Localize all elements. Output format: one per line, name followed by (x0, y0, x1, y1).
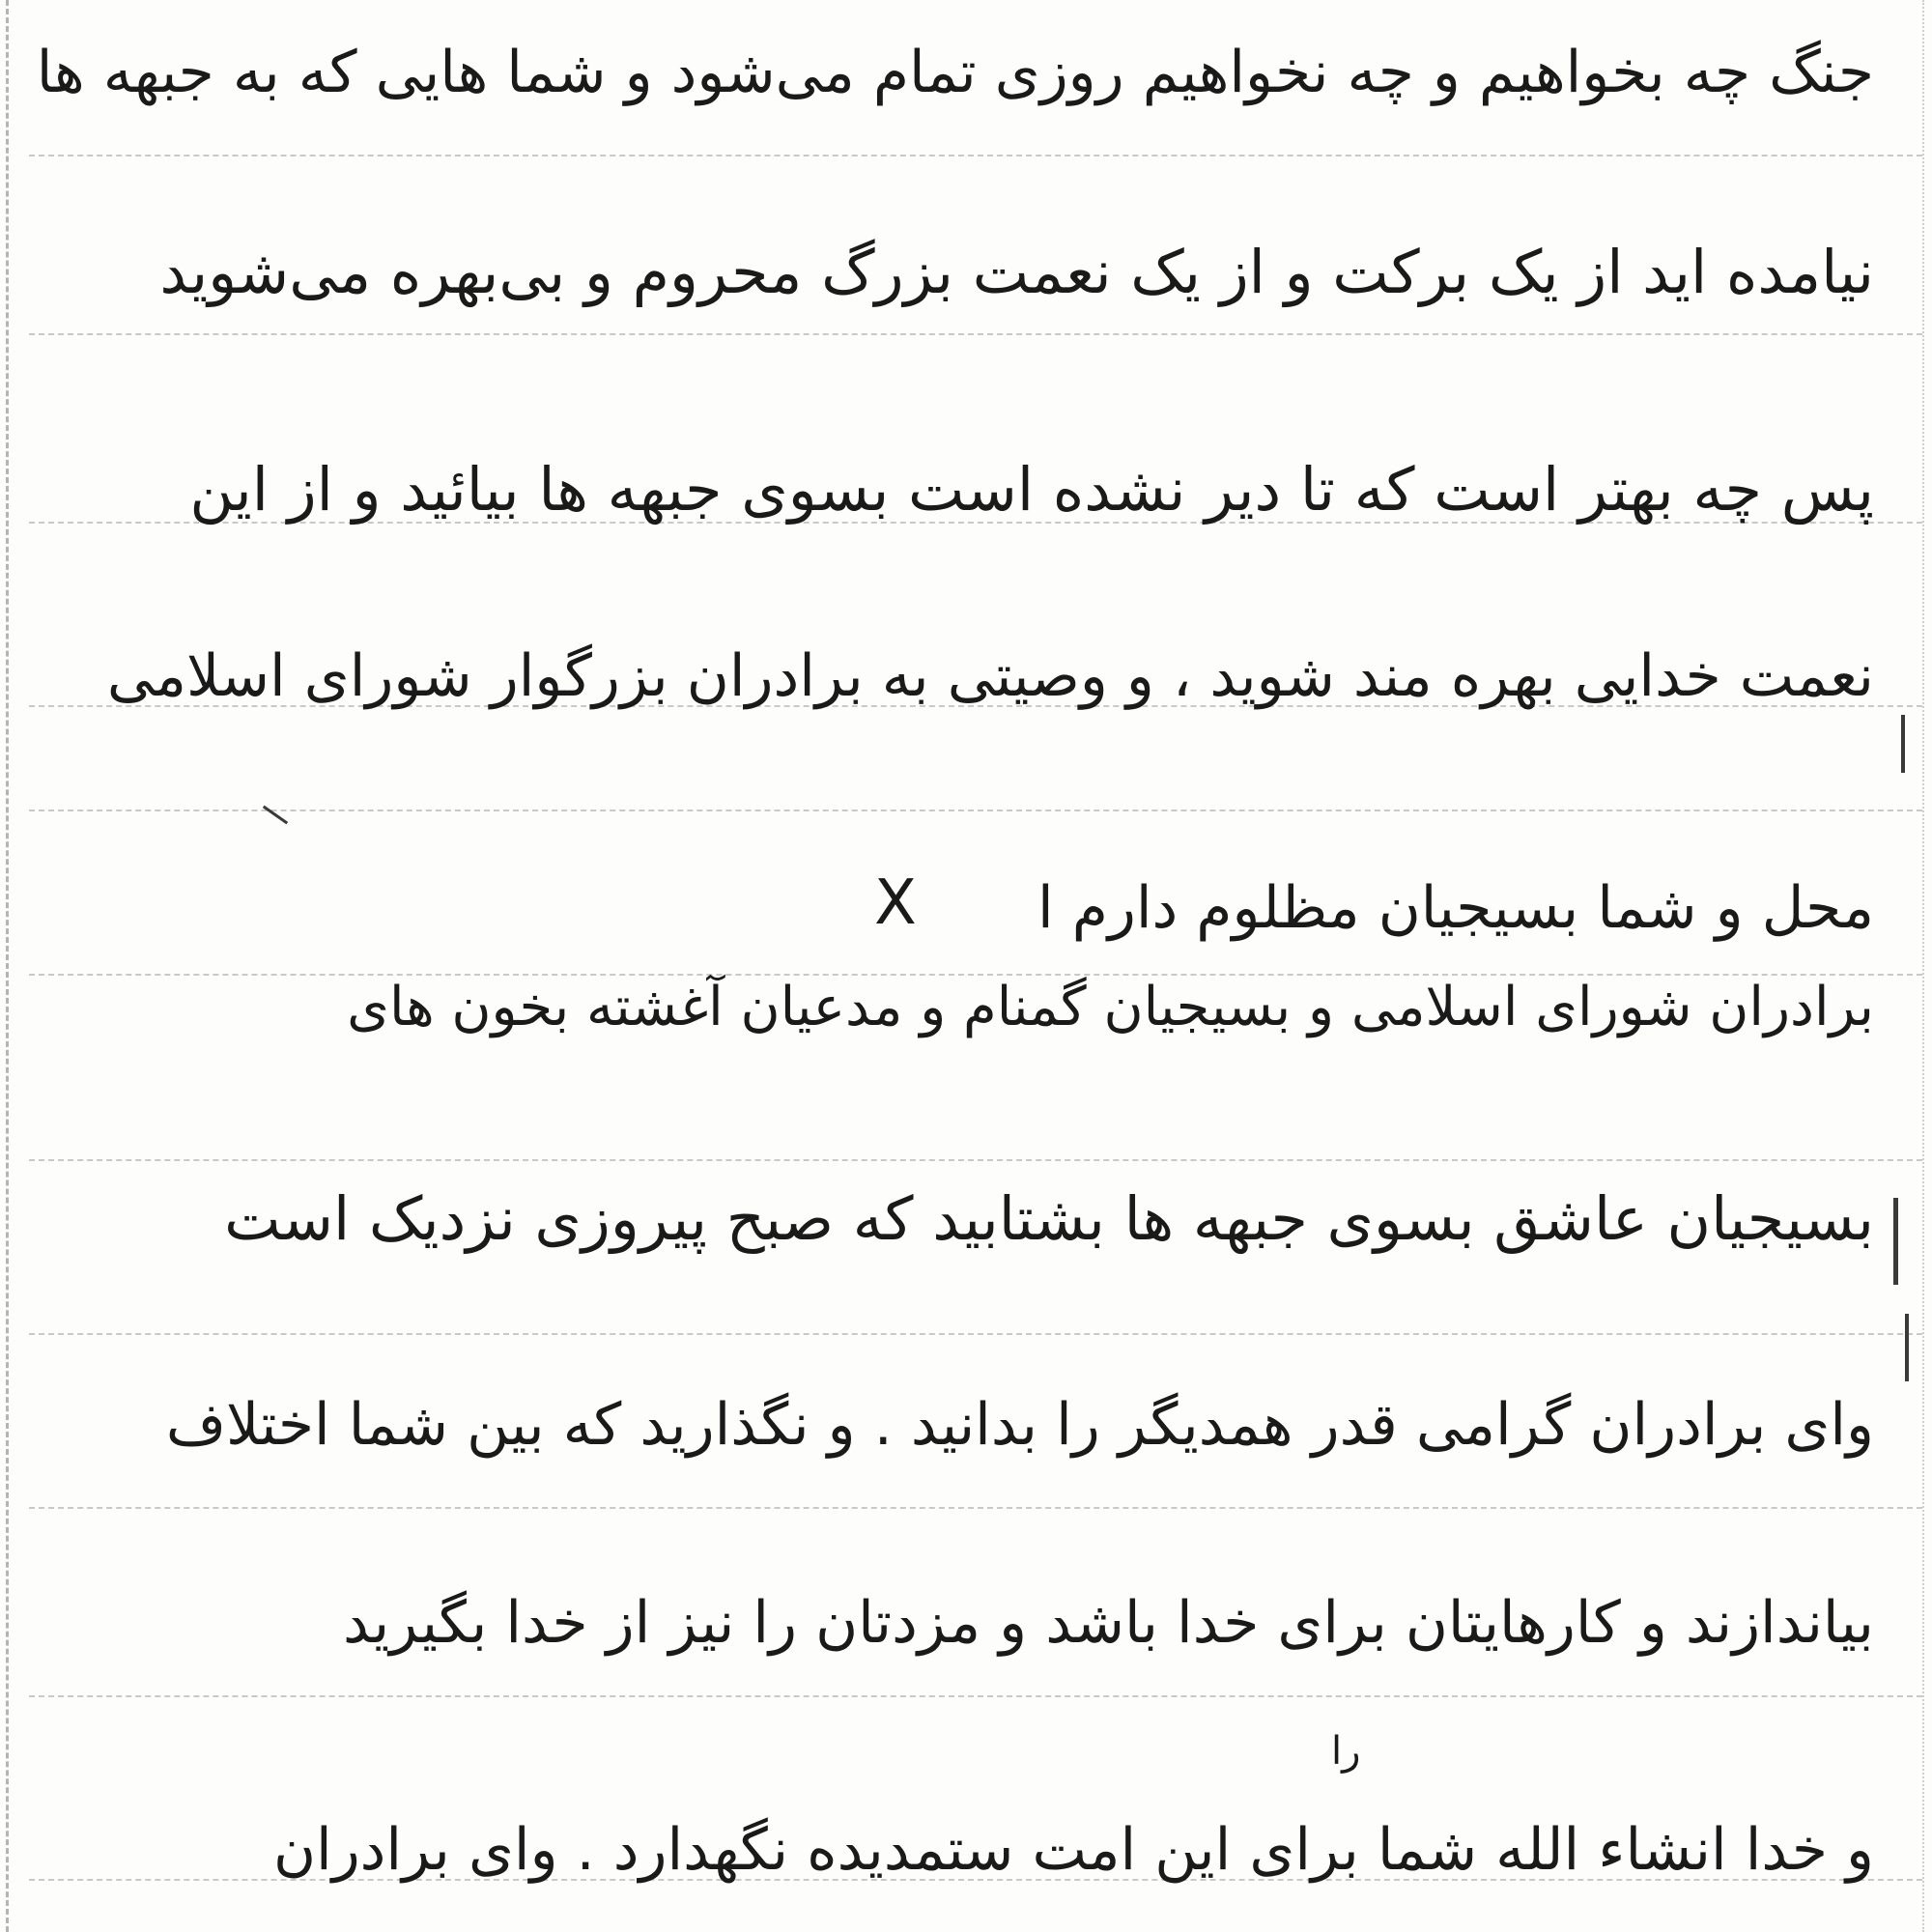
text-line-3: پس چه بهتر است که تا دیر نشده است بسوی جبهه ها بیائید و از این (189, 454, 1874, 525)
left-margin-line (6, 0, 9, 1932)
stray-mark (1901, 715, 1905, 773)
stray-mark (1905, 1314, 1909, 1381)
text-line-4: نعمت خدایی بهره مند شوید ، و وصیتی به برادران بزرگوار شورای اسلامی (106, 642, 1874, 710)
text-line-6: برادران شورای اسلامی و بسیجیان گمنام و مدعیان آغشته بخون های (347, 976, 1874, 1038)
ruled-line (29, 1695, 1922, 1697)
ruled-line (29, 810, 1922, 811)
text-line-8: وای برادران گرامی قدر همدیگر را بدانید . و نگذارید که بین شما اختلاف (165, 1391, 1874, 1459)
ruled-line (29, 155, 1922, 156)
stray-mark (263, 806, 288, 825)
stray-mark (1893, 1198, 1898, 1285)
text-line-7: بسیجیان عاشق بسوی جبهه ها بشتابید که صبح پیروزی نزدیک است (224, 1183, 1874, 1254)
ruled-line (29, 1333, 1922, 1335)
text-line-1: جنگ چه بخواهیم و چه نخواهیم روزی تمام می‌شود و شما هایی که به جبهه ها (36, 39, 1874, 106)
text-line-2: نیامده اید از یک برکت و از یک نعمت بزرگ محروم و بی‌بهره می‌شوید (159, 237, 1874, 307)
ruled-line (29, 1507, 1922, 1509)
text-line-10: و خدا انشاء الله شما برای این امت ستمدیده نگهدارد . وای برادران (272, 1816, 1874, 1884)
cross-mark: X (874, 867, 917, 939)
insertion-mark: را (1331, 1729, 1361, 1774)
right-margin-line (1922, 0, 1924, 1932)
text-line-5: محل و شما بسیجیان مظلوم دارم ا (1037, 874, 1874, 942)
ruled-line (29, 1159, 1922, 1161)
text-line-9: بیاندازند و کارهایتان برای خدا باشد و مزدتان را نیز از خدا بگیرید (343, 1589, 1874, 1657)
ruled-line (29, 333, 1922, 335)
